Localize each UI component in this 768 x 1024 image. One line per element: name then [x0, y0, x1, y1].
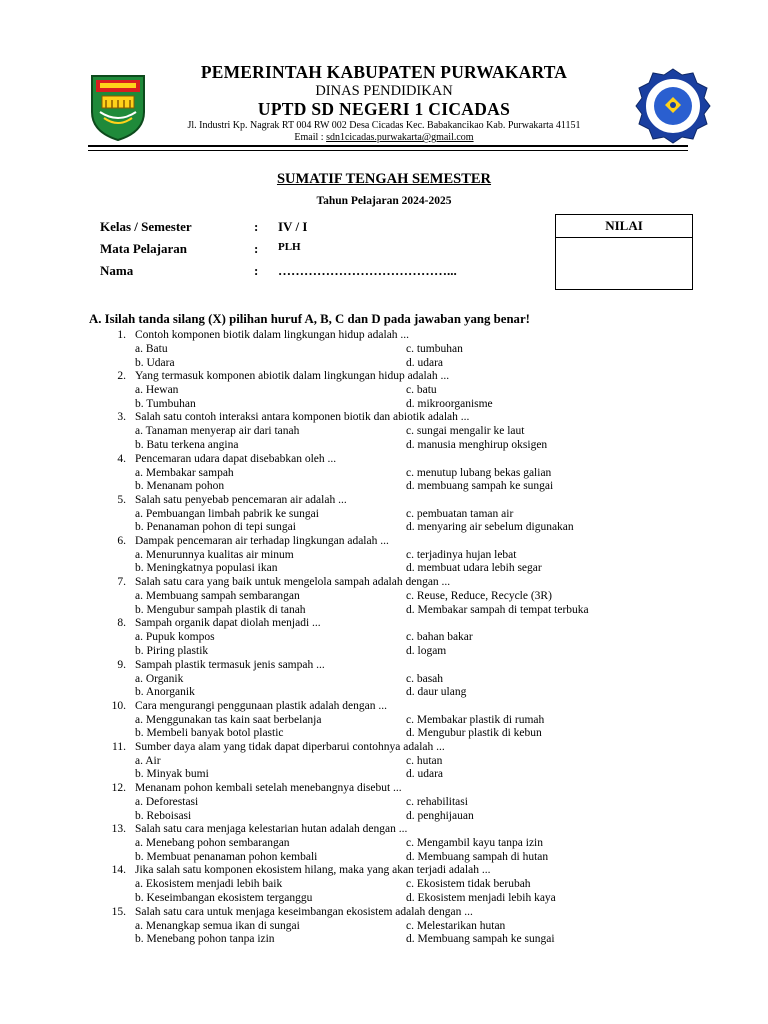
option-b[interactable]: b. Menebang pohon tanpa izin	[135, 933, 275, 946]
question-number: 13.	[111, 823, 126, 836]
question-number: 9.	[117, 658, 126, 671]
question-text: Dampak pencemaran air terhadap lingkungan adalah ...	[135, 534, 389, 547]
option-b[interactable]: b. Membeli banyak botol plastic	[135, 727, 284, 740]
option-d[interactable]: d. manusia menghirup oksigen	[406, 438, 548, 451]
score-box	[555, 214, 693, 290]
option-d[interactable]: d. Ekosistem menjadi lebih kaya	[406, 891, 556, 904]
question-item	[0, 905, 768, 946]
option-a[interactable]: a. Menggunakan tas kain saat berbelanja	[135, 713, 322, 726]
option-a[interactable]: a. Batu	[135, 343, 168, 355]
question-item	[0, 369, 768, 410]
question-number: 5.	[117, 493, 126, 506]
school-address: Jl. Industri Kp. Nagrak RT 004 RW 002 Desa Cicadas Kec. Babakancikao Kab. Purwakarta 41151	[187, 120, 581, 131]
option-b[interactable]: b. Batu terkena angina	[135, 438, 239, 451]
question-item	[0, 493, 768, 534]
school-email-line	[0, 132, 768, 143]
option-c[interactable]: c. tumbuhan	[406, 343, 463, 355]
option-d[interactable]: d. daur ulang	[406, 686, 467, 698]
question-text: Contoh komponen biotik dalam lingkungan hidup adalah ...	[135, 329, 410, 341]
question-item	[0, 781, 768, 822]
option-c[interactable]: c. Reuse, Reduce, Recycle (3R)	[406, 590, 552, 603]
option-b[interactable]: b. Menanam pohon	[135, 480, 225, 493]
option-a[interactable]: a. Ekosistem menjadi lebih baik	[135, 878, 283, 891]
option-c[interactable]: c. Ekosistem tidak berubah	[406, 878, 531, 891]
option-b[interactable]: b. Udara	[135, 356, 175, 369]
option-b[interactable]: b. Reboisasi	[135, 809, 192, 822]
option-c[interactable]: c. Membakar plastik di rumah	[406, 713, 545, 726]
option-b[interactable]: b. Mengubur sampah plastik di tanah	[135, 603, 306, 616]
option-a[interactable]: a. Menangkap semua ikan di sungai	[135, 919, 300, 932]
info-colon: :	[254, 263, 259, 278]
option-c[interactable]: c. menutup lubang bekas galian	[406, 466, 552, 479]
question-text: Salah satu cara menjaga kelestarian hutan adalah dengan ...	[135, 823, 408, 836]
email-address[interactable]: sdn1cicadas.purwakarta@gmail.com	[326, 132, 474, 143]
info-colon: :	[254, 219, 259, 234]
score-box-label: NILAI	[556, 215, 692, 238]
option-a[interactable]: a. Deforestasi	[135, 796, 199, 809]
option-a[interactable]: a. Membakar sampah	[135, 466, 234, 479]
question-item	[0, 534, 768, 575]
option-d[interactable]: d. udara	[406, 768, 444, 781]
info-label: Mata Pelajaran	[100, 241, 188, 256]
question-text: Menanam pohon kembali setelah menebangnya disebut ...	[135, 782, 402, 795]
question-item	[0, 863, 768, 904]
option-d[interactable]: d. udara	[406, 356, 444, 369]
option-d[interactable]: d. membuang sampah ke sungai	[406, 480, 554, 493]
info-label: Kelas / Semester	[100, 219, 192, 234]
question-number: 12.	[111, 782, 126, 795]
option-c[interactable]: c. hutan	[406, 754, 443, 767]
info-value: PLH	[278, 241, 301, 253]
option-b[interactable]: b. Minyak bumi	[135, 768, 209, 781]
name-field[interactable]: …………………………………...	[278, 263, 457, 278]
option-b[interactable]: b. Tumbuhan	[135, 397, 196, 410]
question-number: 3.	[117, 411, 126, 424]
question-number: 15.	[111, 905, 126, 918]
school-title: UPTD SD NEGERI 1 CICADAS	[257, 99, 511, 119]
info-label: Nama	[100, 263, 134, 278]
option-c[interactable]: c. terjadinya hujan lebat	[406, 548, 517, 561]
question-number: 7.	[117, 576, 126, 589]
question-number: 14.	[111, 864, 126, 877]
option-d[interactable]: d. Membuang sampah ke sungai	[406, 933, 555, 946]
option-d[interactable]: d. membuat udara lebih segar	[406, 562, 542, 575]
question-number: 11.	[112, 740, 126, 753]
option-b[interactable]: b. Anorganik	[135, 686, 195, 698]
option-d[interactable]: d. menyaring air sebelum digunakan	[406, 521, 574, 534]
question-item	[0, 740, 768, 781]
header-rule-thin	[88, 150, 688, 151]
question-number: 10.	[111, 699, 126, 712]
info-colon: :	[254, 241, 259, 256]
question-text: Jika salah satu komponen ekosistem hilang, maka yang akan terjadi adalah ...	[135, 864, 491, 877]
government-title: PEMERINTAH KABUPATEN PURWAKARTA	[200, 62, 568, 82]
question-text: Sumber daya alam yang tidak dapat diperbarui contohnya adalah ...	[135, 740, 445, 753]
info-value: IV / I	[278, 219, 308, 234]
option-a[interactable]: a. Air	[135, 754, 161, 767]
option-b[interactable]: b. Membuat penanaman pohon kembali	[135, 850, 318, 863]
question-item	[0, 328, 768, 369]
question-item	[0, 616, 768, 657]
exam-title: SUMATIF TENGAH SEMESTER	[276, 171, 492, 187]
header-rule-thick	[88, 145, 688, 147]
question-text: Salah satu cara yang baik untuk mengelola sampah adalah dengan ...	[135, 576, 451, 589]
email-label: Email :	[294, 132, 327, 143]
section-a-instruction: A. Isilah tanda silang (X) pilihan huruf A, B, C dan D pada jawaban yang benar!	[89, 312, 530, 326]
department-title: DINAS PENDIDIKAN	[315, 83, 453, 99]
question-text: Cara mengurangi penggunaan plastik adalah dengan ...	[135, 699, 387, 712]
option-a[interactable]: a. Organik	[135, 672, 184, 685]
option-b[interactable]: b. Meningkatnya populasi ikan	[135, 562, 278, 575]
question-item	[0, 822, 768, 863]
option-d[interactable]: d. penghijauan	[406, 809, 474, 822]
academic-year: Tahun Pelajaran 2024-2025	[316, 195, 452, 207]
option-a[interactable]: a. Menurunnya kualitas air minum	[135, 548, 294, 561]
question-text: Sampah plastik termasuk jenis sampah ...	[135, 658, 325, 671]
option-a[interactable]: a. Hewan	[135, 384, 179, 397]
option-c[interactable]: c. Melestarikan hutan	[406, 919, 506, 932]
option-d[interactable]: d. mikroorganisme	[406, 397, 493, 410]
question-number: 1.	[117, 329, 126, 341]
option-a[interactable]: a. Menebang pohon sembarangan	[135, 837, 290, 850]
question-item	[0, 410, 768, 451]
option-d[interactable]: d. Membuang sampah di hutan	[406, 850, 549, 863]
question-number: 6.	[117, 534, 126, 547]
question-item	[0, 575, 768, 616]
question-text: Salah satu cara untuk menjaga keseimbangan ekosistem adalah dengan ...	[135, 905, 473, 918]
question-text: Salah satu penyebab pencemaran air adalah ...	[135, 493, 347, 506]
option-b[interactable]: b. Penanaman pohon di tepi sungai	[135, 521, 296, 534]
question-item	[0, 699, 768, 740]
question-text: Pencemaran udara dapat disebabkan oleh ...	[135, 452, 337, 465]
question-text: Sampah organik dapat diolah menjadi ...	[135, 617, 321, 630]
question-text: Yang termasuk komponen abiotik dalam lingkungan hidup adalah ...	[135, 370, 450, 383]
question-list	[0, 328, 768, 946]
option-a[interactable]: a. Pembuangan limbah pabrik ke sungai	[135, 507, 319, 520]
question-number: 2.	[117, 370, 126, 383]
option-a[interactable]: a. Membuang sampah sembarangan	[135, 590, 300, 603]
question-number: 8.	[117, 617, 126, 630]
option-c[interactable]: c. rehabilitasi	[406, 796, 468, 809]
option-c[interactable]: c. pembuatan taman air	[406, 507, 514, 520]
option-d[interactable]: d. Mengubur plastik di kebun	[406, 727, 542, 740]
question-text: Salah satu contoh interaksi antara komponen biotik dan abiotik adalah ...	[135, 411, 470, 424]
option-c[interactable]: c. sungai mengalir ke laut	[406, 425, 525, 438]
option-c[interactable]: c. bahan bakar	[406, 631, 473, 644]
option-c[interactable]: c. batu	[406, 384, 437, 397]
option-c[interactable]: c. Mengambil kayu tanpa izin	[406, 837, 544, 850]
option-d[interactable]: d. logam	[406, 644, 447, 657]
option-b[interactable]: b. Keseimbangan ekosistem terganggu	[135, 891, 313, 904]
option-c[interactable]: c. basah	[406, 672, 444, 685]
option-a[interactable]: a. Tanaman menyerap air dari tanah	[135, 425, 300, 438]
option-b[interactable]: b. Piring plastik	[135, 644, 209, 657]
question-number: 4.	[117, 452, 126, 465]
option-a[interactable]: a. Pupuk kompos	[135, 631, 215, 644]
question-item	[0, 452, 768, 493]
question-item	[0, 658, 768, 699]
option-d[interactable]: d. Membakar sampah di tempat terbuka	[406, 603, 589, 616]
